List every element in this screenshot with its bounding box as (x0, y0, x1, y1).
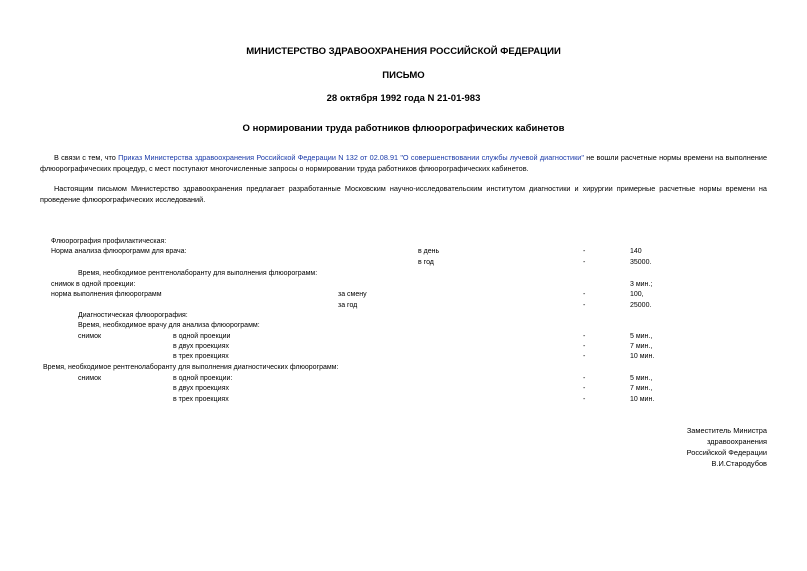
table-row-dash: - (583, 291, 586, 298)
table-row-dash: - (583, 248, 586, 255)
ministry-title: МИНИСТЕРСТВО ЗДРАВООХРАНЕНИЯ РОССИЙСКОЙ ФЕДЕРАЦИИ (246, 46, 561, 57)
table-row-value: 140 (630, 248, 642, 255)
table-row-heading: Время, необходимое рентгенолаборанту для выполнения диагностических флюорограмм: (43, 364, 339, 371)
table-row-value: 25000. (630, 302, 652, 309)
document-type: ПИСЬМО (382, 70, 425, 81)
signature-name: В.И.Стародубов (711, 459, 767, 468)
table-row-unit: в год (418, 259, 434, 266)
paragraph-1 (40, 152, 767, 174)
table-row-dash: - (583, 259, 586, 266)
table-row-heading: Время, необходимое врачу для анализа флюорограмм: (78, 322, 260, 329)
table-row-value: 10 мин. (630, 396, 655, 403)
table-row-projection: в трех проекциях (173, 353, 229, 360)
table-row-label: снимок (78, 333, 102, 340)
table-row-unit: за смену (338, 291, 367, 298)
p1-prefix: В связи с тем, что (54, 153, 119, 162)
signature-position: Заместитель Министра (686, 426, 767, 435)
table-row-dash: - (583, 375, 586, 382)
table-row-value: 7 мин., (630, 343, 653, 350)
table-row-value: 5 мин., (630, 375, 653, 382)
table-row-dash: - (583, 385, 586, 392)
table-row-projection: в одной проекции (173, 333, 231, 340)
table-row-dash: - (583, 333, 586, 340)
table-row-unit: в день (418, 248, 440, 255)
table-row-value: 7 мин., (630, 385, 653, 392)
table-row-title-prophylactic: Флюорография профилактическая: (51, 238, 167, 245)
paragraph-2: Настоящим письмом Министерство здравоохранения предлагает разработанные Московским научно-исследовательским институтом диагностики и хирургии примерные расчетные нормы времени на проведение флюорографических исследований. (40, 184, 767, 204)
table-row-title-diagnostic: Диагностическая флюорография: (78, 312, 188, 319)
table-row-label: норма выполнения флюорограмм (51, 291, 162, 298)
table-row-label: Норма анализа флюорограмм для врача: (51, 248, 187, 255)
table-row-value: 3 мин.; (630, 281, 653, 288)
table-row-label: снимок в одной проекции: (51, 281, 136, 288)
table-row-projection: в двух проекциях (173, 385, 229, 392)
table-row-label: снимок (78, 375, 102, 382)
table-row-value: 100, (630, 291, 644, 298)
table-row-dash: - (583, 353, 586, 360)
signature-ministry: здравоохранения (706, 437, 767, 446)
table-row-dash: - (583, 396, 586, 403)
p1-suffix: не вошли расчетные нормы времени на выполнение флюорографических процедур, с мест поступают многочисленные запросы о нормировании труда работников флюорографических кабинетов. (40, 153, 767, 173)
signature-country: Российской Федерации (686, 448, 767, 457)
table-row-dash: - (583, 343, 586, 350)
table-row-dash: - (583, 302, 586, 309)
date-number: 28 октября 1992 года N 21-01-983 (326, 93, 481, 104)
document-subject: О нормировании труда работников флюорографических кабинетов (242, 123, 565, 134)
table-row-projection: в одной проекции: (173, 375, 233, 382)
table-row-value: 35000. (630, 259, 652, 266)
table-row-value: 10 мин. (630, 353, 655, 360)
table-row-projection: в двух проекциях (173, 343, 229, 350)
table-row-value: 5 мин., (630, 333, 653, 340)
table-row-heading: Время, необходимое рентгенолаборанту для выполнения флюорограмм: (78, 270, 318, 277)
table-row-projection: в трех проекциях (173, 396, 229, 403)
order-link[interactable]: Приказ Министерства здравоохранения Российской Федерации N 132 от 02.08.91 "О совершенствовании службы лучевой диагностики" (118, 153, 584, 162)
table-row-unit: за год (338, 302, 358, 309)
